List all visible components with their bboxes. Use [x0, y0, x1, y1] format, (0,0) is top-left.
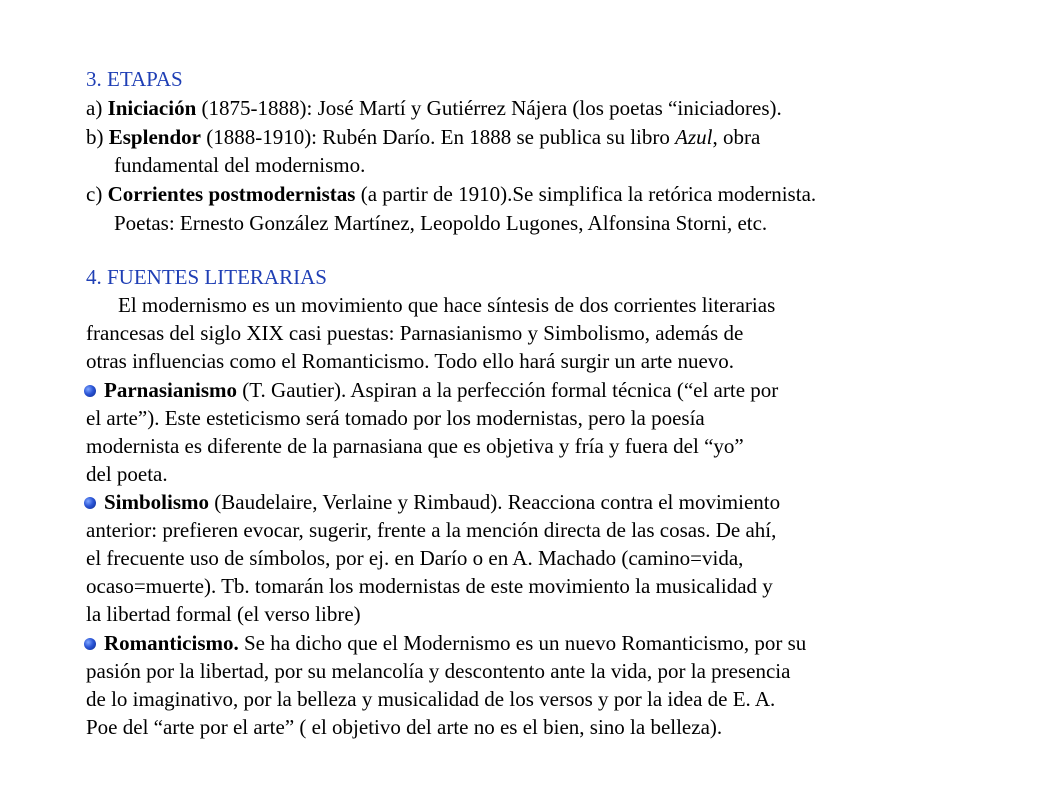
romanticismo-line-1 [104, 630, 806, 656]
stage-b-term: Esplendor [108, 125, 201, 149]
parnasianismo-term: Parnasianismo [104, 378, 238, 402]
stage-b-text-2: , obra [712, 125, 761, 149]
simbolismo-line-5: la libertad formal (el verso libre) [86, 602, 361, 626]
stage-c-continuation: Poetas: Ernesto González Martínez, Leopoldo Lugones, Alfonsina Storni, etc. [114, 211, 768, 235]
section-3-heading: 3. ETAPAS [86, 67, 183, 91]
simbolismo-line-1 [104, 489, 780, 515]
romanticismo-line-3: de lo imaginativo, por la belleza y musicalidad de los versos y por la idea de E. A. [86, 687, 776, 711]
romanticismo-first: Se ha dicho que el Modernismo es un nuevo Romanticismo, por su [238, 631, 807, 655]
parnasianismo-line-4: del poeta. [86, 462, 168, 486]
stage-b-text-1: (1888-1910): Rubén Darío. En 1888 se publica su libro [200, 125, 676, 149]
intro-line-2: francesas del siglo XIX casi puestas: Parnasianismo y Simbolismo, además de [86, 321, 744, 345]
simbolismo-term: Simbolismo [104, 490, 210, 514]
stage-a-prefix: a) [86, 96, 108, 120]
stage-c-line [86, 181, 816, 207]
romanticismo-line-4: Poe del “arte por el arte” ( el objetivo del arte no es el bien, sino la belleza). [86, 715, 723, 739]
bullet-icon [84, 638, 96, 650]
stage-c-prefix: c) [86, 182, 108, 206]
bullet-icon [84, 497, 96, 509]
stage-b-prefix: b) [86, 125, 109, 149]
stage-a-text: (1875-1888): José Martí y Gutiérrez Nájera (los poetas “iniciadores). [196, 96, 782, 120]
intro-line-3: otras influencias como el Romanticismo. Todo ello hará surgir un arte nuevo. [86, 349, 735, 373]
simbolismo-line-3: el frecuente uso de símbolos, por ej. en Darío o en A. Machado (camino=vida, [86, 546, 744, 570]
simbolismo-first: (Baudelaire, Verlaine y Rimbaud). Reacciona contra el movimiento [209, 490, 781, 514]
bullet-icon [84, 385, 96, 397]
parnasianismo-line-2: el arte”). Este esteticismo será tomado por los modernistas, pero la poesía [86, 406, 705, 430]
stage-b-continuation: fundamental del modernismo. [114, 153, 366, 177]
parnasianismo-line-1 [104, 377, 778, 403]
intro-line-1: El modernismo es un movimiento que hace síntesis de dos corrientes literarias [118, 293, 776, 317]
stage-c-text: (a partir de 1910).Se simplifica la retórica modernista. [355, 182, 817, 206]
stage-a-line [86, 95, 782, 121]
stage-b-book-title: Azul [675, 125, 713, 149]
simbolismo-line-4: ocaso=muerte). Tb. tomarán los modernistas de este movimiento la musicalidad y [86, 574, 773, 598]
romanticismo-line-2: pasión por la libertad, por su melancolía y descontento ante la vida, por la presencia [86, 659, 791, 683]
romanticismo-term: Romanticismo. [104, 631, 239, 655]
stage-b-line [86, 124, 760, 150]
parnasianismo-first: (T. Gautier). Aspiran a la perfección formal técnica (“el arte por [237, 378, 779, 402]
stage-a-term: Iniciación [107, 96, 197, 120]
parnasianismo-line-3: modernista es diferente de la parnasiana que es objetiva y fría y fuera del “yo” [86, 434, 744, 458]
stage-c-term: Corrientes postmodernistas [107, 182, 356, 206]
simbolismo-line-2: anterior: prefieren evocar, sugerir, frente a la mención directa de las cosas. De ahí, [86, 518, 777, 542]
section-4-heading: 4. FUENTES LITERARIAS [86, 265, 327, 289]
